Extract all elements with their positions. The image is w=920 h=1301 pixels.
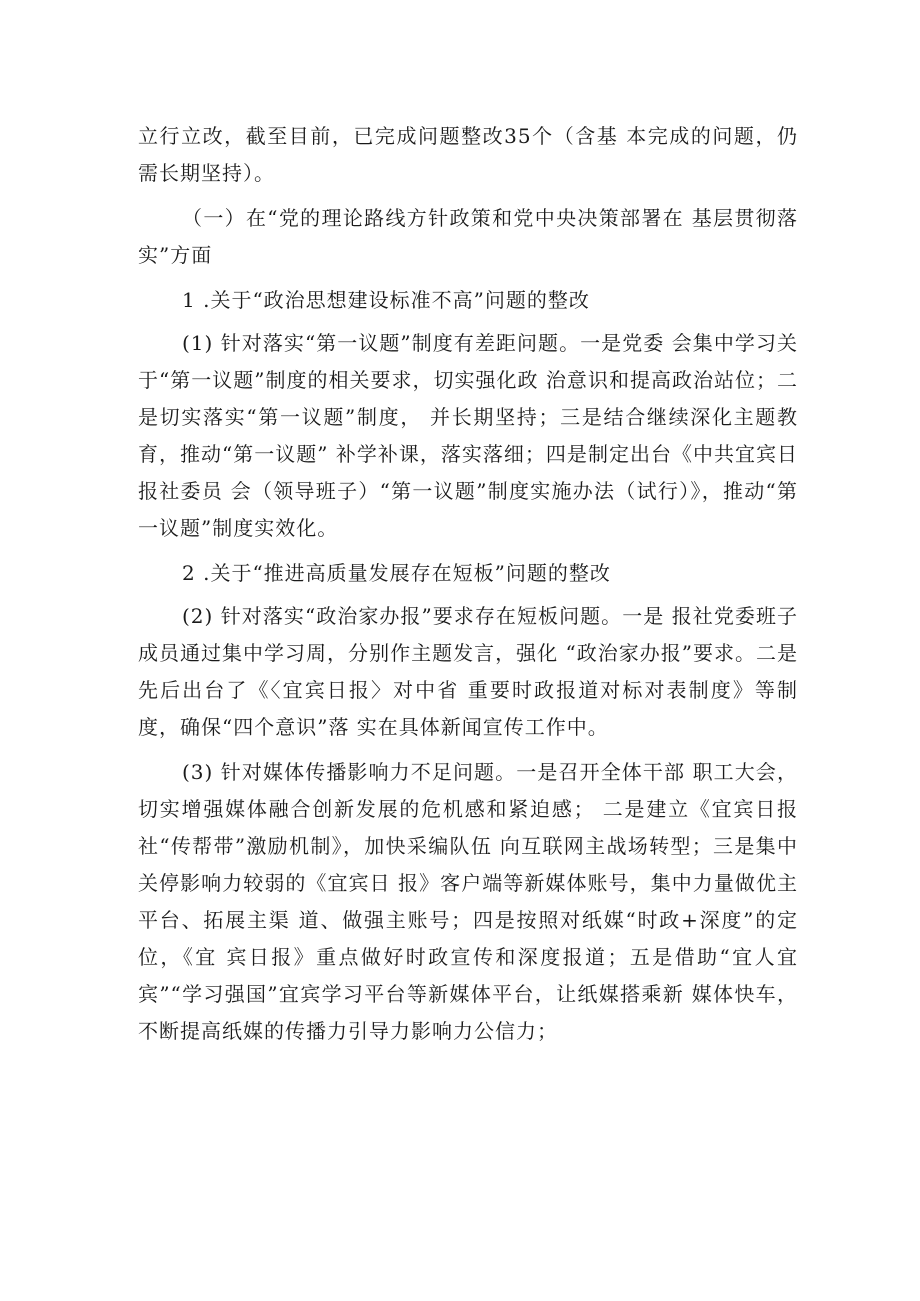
section-heading-one: （一）在“党的理论路线方针政策和党中央决策部署在 基层贯彻落实”方面 [138, 206, 798, 267]
subsection-heading-2: 2 .关于“推进高质量发展存在短板”问题的整改 [182, 561, 611, 585]
body-paragraph-item-1: (1) 针对落实“第一议题”制度有差距问题。一是党委 会集中学习关于“第一议题”制度的相关要求，切实强化政 治意识和提高政治站位；二是切实落实“第一议题”制度， 并长期坚持；三是结合继续深化主题教育，推动“第一议题” 补学补课，落实落细；四是制定出台《中共宜宾日报社委员 会（领导班子）“第一议题”制度实施办法（试行）》，推动“第 一议题”制度实效化。 [138, 331, 798, 540]
body-paragraph-item-3: (3) 针对媒体传播影响力不足问题。一是召开全体干部 职工大会，切实增强媒体融合创新发展的危机感和紧迫感； 二是建立《宜宾日报社“传帮带”激励机制》，加快采编队伍 向互联网主战场转型；三是集中关停影响力较弱的《宜宾日 报》客户端等新媒体账号，集中力量做优主平台、拓展主渠 道、做强主账号；四是按照对纸媒“时政+深度”的定位，《宜 宾日报》重点做好时政宣传和深度报道；五是借助“宜人宜 宾”“学习强国”宜宾学习平台等新媒体平台，让纸媒搭乘新 媒体快车，不断提高纸媒的传播力引导力影响力公信力； [138, 760, 798, 1043]
subsection-heading-1: 1 .关于“政治思想建设标准不高”问题的整改 [182, 288, 590, 312]
body-paragraph-item-2: (2) 针对落实“政治家办报”要求存在短板问题。一是 报社党委班子成员通过集中学习周，分别作主题发言，强化 “政治家办报”要求。二是先后出台了《〈宜宾日报〉对中省 重要时政报道对标对表制度》等制度，确保“四个意识”落 实在具体新闻宣传工作中。 [138, 604, 798, 739]
document-body [138, 118, 798, 1058]
body-paragraph-intro: 立行立改，截至目前，已完成问题整改35个（含基 本完成的问题，仍需长期坚持）。 [138, 124, 798, 185]
